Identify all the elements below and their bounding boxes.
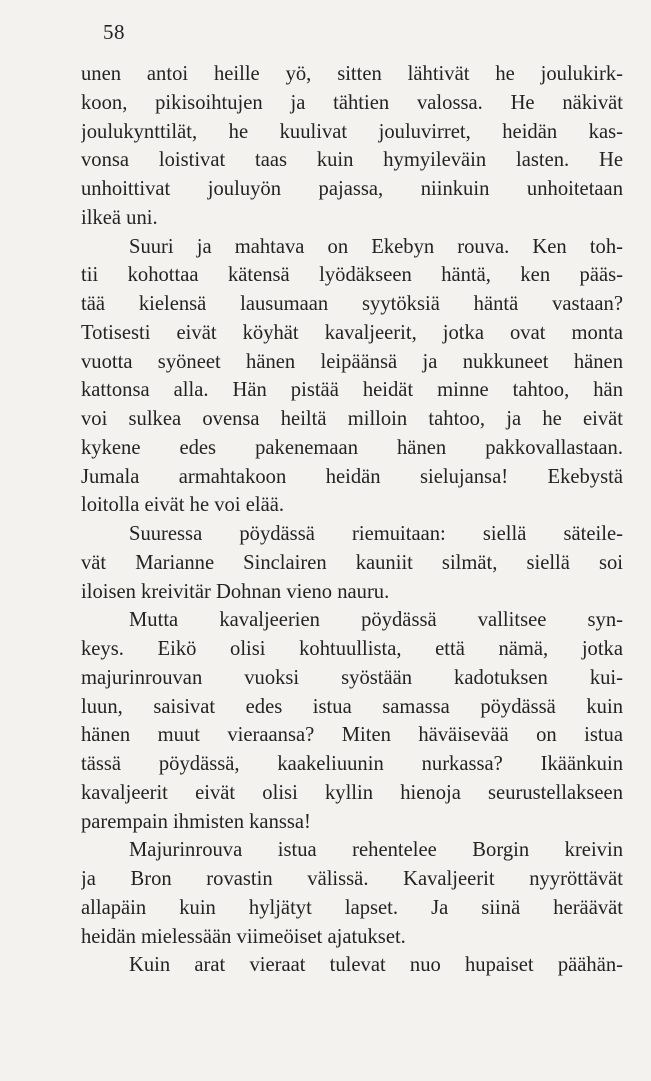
- text-line: Majurinrouva istua rehentelee Borgin kreivin: [129, 839, 623, 862]
- text-line: kattonsa alla. Hän pistää heidät minne tahtoo, hän: [81, 379, 623, 402]
- text-line: unen antoi heille yö, sitten lähtivät he joulukirk-: [81, 63, 623, 85]
- body-text: [81, 60, 623, 980]
- text-line: koon, pikisoihtujen ja tähtien valossa. He näkivät: [81, 91, 623, 114]
- text-line: allapäin kuin hyljätyt lapset. Ja siinä heräävät: [81, 896, 623, 919]
- text-line: voi sulkea ovensa heiltä milloin tahtoo, ja he eivät: [81, 408, 623, 430]
- text-line: unhoittivat jouluyön pajassa, niinkuin unhoitetaan: [81, 178, 623, 200]
- text-line: parempain ihmisten kanssa!: [81, 810, 311, 833]
- text-line: tässä pöydässä, kaakeliuunin nurkassa? Ikäänkuin: [81, 753, 623, 775]
- text-line: kavaljeerit eivät olisi kyllin hienoja seurustellakseen: [81, 781, 623, 804]
- text-line: kykene edes pakenemaan hänen pakkovallastaan.: [81, 436, 623, 459]
- text-line: loitolla eivät he voi elää.: [81, 494, 285, 517]
- text-line: Suuressa pöydässä riemuitaan: siellä säteile-: [129, 523, 623, 545]
- text-line: hänen muut vieraansa? Miten häväisevää on istua: [81, 724, 623, 747]
- text-line: Mutta kavaljeerien pöydässä vallitsee syn-: [129, 609, 623, 632]
- text-line: ilkeä uni.: [81, 206, 158, 229]
- text-line: vät Marianne Sinclairen kauniit silmät, siellä soi: [81, 551, 623, 574]
- text-line: Kuin arat vieraat tulevat nuo hupaiset päähän-: [129, 954, 623, 977]
- text-line: tää kielensä lausumaan syytöksiä häntä vastaan?: [81, 293, 623, 315]
- text-line: Jumala armahtakoon heidän sielujansa! Ekebystä: [81, 465, 623, 488]
- text-line: ja Bron rovastin välissä. Kavaljeerit nyyröttävät: [81, 868, 623, 890]
- text-line: luun, saisivat edes istua samassa pöydässä kuin: [81, 695, 623, 718]
- text-line: heidän mielessään viimeöiset ajatukset.: [81, 925, 406, 948]
- text-line: vuotta syöneet hänen leipäänsä ja nukkuneet hänen: [81, 350, 623, 373]
- text-line: iloisen kreivitär Dohnan vieno nauru.: [81, 580, 390, 603]
- text-line: Suuri ja mahtava on Ekebyn rouva. Ken toh-: [129, 235, 623, 258]
- text-line: tii kohottaa kätensä lyödäkseen häntä, ken pääs-: [81, 264, 623, 287]
- text-line: majurinrouvan vuoksi syöstään kadotuksen kui-: [81, 666, 623, 689]
- text-line: joulukynttilät, he kuulivat jouluvirret, heidän kas-: [81, 120, 623, 143]
- text-line: vonsa loistivat taas kuin hymyileväin lasten. He: [81, 149, 623, 172]
- page-number: 58: [103, 20, 125, 44]
- text-line: keys. Eikö olisi kohtuullista, että nämä, jotka: [81, 638, 623, 660]
- text-line: Totisesti eivät köyhät kavaljeerit, jotka ovat monta: [81, 321, 623, 344]
